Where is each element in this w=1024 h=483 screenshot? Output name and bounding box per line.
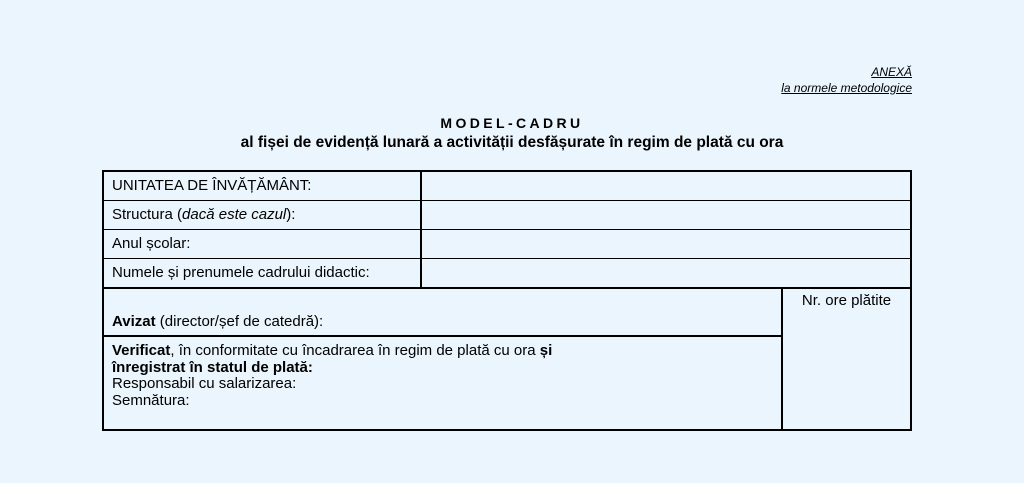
document-heading [0, 114, 1024, 153]
hours-paid-label: Nr. ore plătite [801, 292, 892, 309]
form-row-nume-cadru [104, 259, 910, 289]
avizat-label: Avizat (director/șef de catedră): [112, 313, 324, 330]
hours-paid-cell[interactable] [783, 289, 910, 429]
form-row-anul-scolar [104, 230, 910, 259]
form-label-nume-cadru: Numele și prenumele cadrului didactic: [112, 264, 370, 281]
semnatura-label: Semnătura: [112, 391, 190, 409]
form-field-anul-scolar[interactable] [422, 230, 910, 258]
form-row-unitatea [104, 172, 910, 201]
form-table [102, 170, 912, 431]
form-field-nume-cadru[interactable] [422, 259, 910, 287]
annex-title: ANEXĂ [871, 65, 912, 79]
annex-header [781, 64, 912, 96]
form-label-unitatea: UNITATEA DE ÎNVĂȚĂMÂNT: [112, 177, 312, 194]
form-label-structura: Structura (dacă este cazul): [112, 206, 296, 223]
verificat-line-1: Verificat, în conformitate cu încadrarea în regim de plată cu ora și [112, 342, 553, 359]
approval-divider [104, 335, 781, 337]
annex-subtitle: la normele metodologice [781, 81, 912, 95]
verificat-block [112, 343, 552, 409]
document-subtitle: al fișei de evidență lunară a activității desfășurate în regim de plată cu ora [240, 134, 784, 151]
document-title: MODEL-CADRU [440, 115, 584, 131]
form-row-structura [104, 201, 910, 230]
form-field-unitatea[interactable] [422, 172, 910, 200]
form-label-anul-scolar: Anul școlar: [112, 235, 191, 252]
verificat-line-2: înregistrat în statul de plată: [112, 358, 313, 376]
responsabil-label: Responsabil cu salarizarea: [112, 375, 297, 392]
form-field-structura[interactable] [422, 201, 910, 229]
